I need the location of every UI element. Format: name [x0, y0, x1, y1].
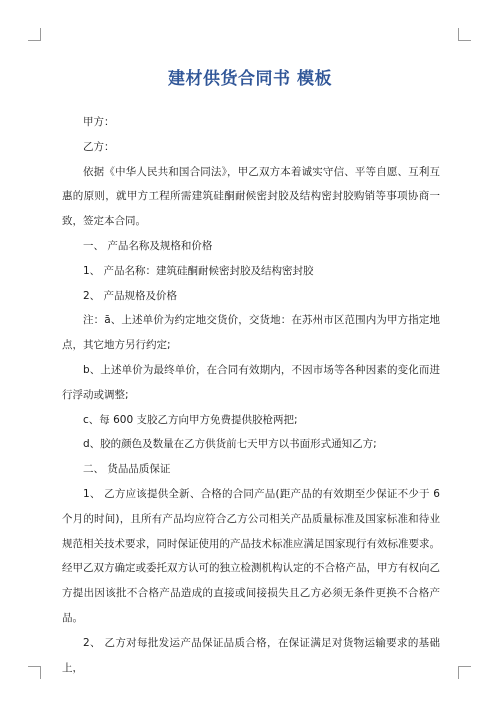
clause-2-1: 1、 乙方应该提供全新、合格的合同产品(距产品的有效期至少保证不少于 6 个月的时间)，且所有产品均应符合乙方公司相关产品质量标准及国家标准和待业规范相关技术要求，同时保证使用的产品技术标准应满足国家现行有效标准要求。经甲乙双方确定或委托双方认可的独立检测机构认定的不合格产品，甲方有权向乙方提出因该批不合格产品造成的直接或间接损失且乙方必须无条件更换不合格产品。 — [62, 487, 440, 624]
clause-1-2: 2、 产品规格及价格 — [83, 289, 178, 302]
party-b-line: 乙方： — [83, 140, 115, 153]
crop-mark-top-right — [458, 28, 471, 41]
note-b: b、上述单价为最终单价，在合同有效期内，不因市场等各种因素的变化而进行浮动或调整; — [62, 363, 440, 401]
clause-2-2: 2、 乙方对每批发运产品保证品质合格，在保证满足对货物运输要求的基础上， — [62, 636, 440, 674]
clause-1-1: 1、 产品名称：建筑硅酮耐候密封胶及结构密封胶 — [83, 264, 314, 277]
note-c: c、每 600 支胶乙方向甲方免费提供胶枪两把; — [83, 413, 298, 426]
crop-mark-bottom-right — [458, 666, 471, 679]
document-title: 建材供货合同书 模板 — [168, 69, 332, 89]
section-heading-1: 一、 产品名称及规格和价格 — [83, 239, 213, 252]
crop-mark-top-left — [28, 28, 41, 41]
party-a-line: 甲方： — [83, 116, 115, 128]
preamble-paragraph: 依据《中华人民共和国合同法》，甲乙双方本着诚实守信、平等自愿、互利互惠的原则，就甲方工程所需建筑硅酮耐候密封胶及结构密封胶购销等事项协商一致，签定本合同。 — [62, 165, 440, 228]
note-d: d、胶的颜色及数量在乙方供货前七天甲方以书面形式通知乙方; — [83, 438, 377, 451]
note-a: 注：ā、上述单价为约定地交货价，交货地：在苏州市区范围内为甲方指定地点，其它地方另行约定; — [62, 314, 440, 352]
section-heading-2: 二、 货品品质保证 — [83, 463, 171, 476]
document-body — [62, 110, 440, 680]
crop-mark-bottom-left — [28, 666, 41, 679]
